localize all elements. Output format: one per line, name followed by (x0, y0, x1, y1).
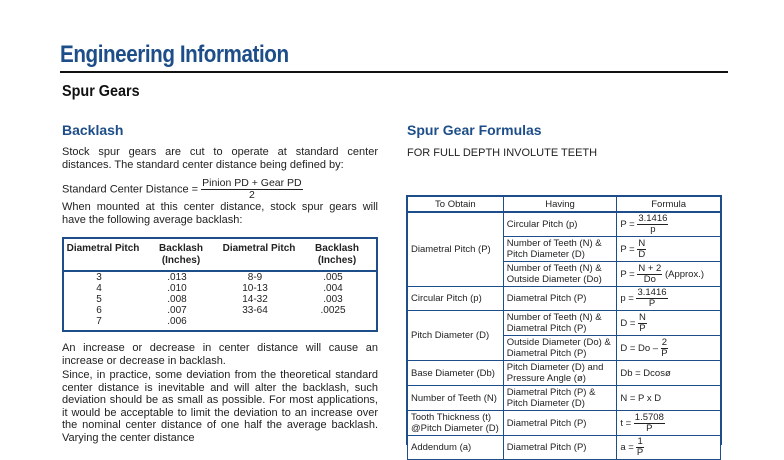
formula-denominator: P (636, 447, 644, 458)
formula-fraction (661, 338, 668, 359)
obtain-base-diameter: Base Diameter (Db) (408, 361, 504, 386)
formula-numerator: N + 2 (638, 262, 662, 274)
header-backlash-1: Backlash (Inches) (159, 243, 203, 266)
table-row (408, 361, 721, 386)
center-distance-formula (62, 178, 303, 201)
backlash-table (62, 237, 378, 332)
having-teeth-pitch-diameter: Number of Teeth (N) & Pitch Diameter (D) (503, 237, 617, 262)
backlash-para-3: Since, in practice, some deviation from the theoretical standard center distance is inevitable and will alter the backlash, such deviation should be as small as possible. For most applications, it would be acceptable to limit the deviation to an increase over the nominal center distance of one half the average backlash. Varying the center distance (62, 369, 378, 444)
obtain-tooth-thickness: Tooth Thickness (t) @Pitch Diameter (D) (408, 411, 504, 436)
formula-denominator: p (650, 224, 656, 235)
fraction-denominator: 2 (248, 189, 255, 201)
formula-label: Standard Center Distance = (62, 183, 199, 196)
formula-cell (617, 212, 721, 237)
formula-cell (617, 311, 721, 336)
formulas-subheading: FOR FULL DEPTH INVOLUTE TEETH (407, 147, 598, 159)
center-distance-fraction (201, 178, 303, 201)
formula-cell (617, 411, 721, 436)
formula-numerator: 3.1416 (638, 213, 668, 224)
formula-numerator: 1.5708 (634, 411, 664, 423)
formula-lhs: D = Do – (620, 342, 659, 354)
having-pitch-diameter-angle: Pitch Diameter (D) and Pressure Angle (ø) (503, 361, 617, 386)
header-formula: Formula (617, 197, 721, 213)
formula-cell (617, 237, 721, 262)
formula-denominator: P (648, 298, 656, 309)
formula-cell: N = P x D (617, 386, 721, 411)
formula-lhs: P = (620, 219, 635, 231)
formula-fraction (637, 264, 662, 285)
formula-approx-note: (Approx.) (664, 268, 705, 280)
formula-lhs: t = (620, 417, 632, 429)
header-to-obtain: To Obtain (408, 197, 504, 213)
formula-lhs: D = (620, 317, 636, 329)
formula-denominator: P (646, 422, 653, 434)
table-row (408, 212, 721, 237)
backlash-heading: Backlash (62, 122, 124, 138)
having-teeth-outside-diameter: Number of Teeth (N) & Outside Diameter (Do) (503, 262, 617, 287)
backlash-para-2: An increase or decrease in center distance will cause an increase or decrease in backlash. (62, 342, 378, 367)
formula-numerator: 2 (661, 336, 668, 348)
obtain-addendum: Addendum (a) (408, 436, 504, 460)
formula-denominator: P (661, 347, 668, 359)
formula-lhs: p = (620, 293, 634, 305)
column-pitch-values-1: 3 4 5 6 7 (96, 272, 102, 327)
having-diametral-pitch-3: Diametral Pitch (P) (503, 436, 617, 460)
formula-cell (617, 287, 721, 311)
formula-denominator: D (638, 248, 646, 260)
obtain-pitch-diameter: Pitch Diameter (D) (408, 311, 504, 361)
title-rule (60, 71, 728, 73)
section-title: Spur Gears (62, 83, 140, 100)
having-pitch-and-diameter: Diametral Pitch (P) & Pitch Diameter (D) (503, 386, 617, 411)
formula-denominator: P (639, 322, 646, 334)
column-backlash-values-2: .005 .004 .003 .0025 (320, 272, 346, 316)
formula-numerator: N (638, 237, 646, 249)
formula-numerator: 1 (637, 436, 643, 447)
having-teeth-diametral-pitch: Number of Teeth (N) & Diametral Pitch (P) (503, 311, 617, 336)
formula-lhs: a = (620, 442, 634, 454)
column-backlash-values-1: .013 .010 .008 .007 .006 (167, 272, 187, 327)
formula-table (407, 196, 721, 460)
formula-cell (617, 336, 721, 361)
formula-fraction (636, 437, 643, 458)
formula-denominator: Do (643, 273, 656, 285)
column-pitch-values-2: 8-9 10-13 14-32 33-64 (242, 272, 268, 316)
formula-fraction (637, 239, 646, 260)
formula-fraction (638, 313, 647, 334)
having-diametral-pitch: Diametral Pitch (P) (503, 287, 617, 311)
table-row (408, 311, 721, 336)
formula-cell (617, 262, 721, 287)
formula-cell (617, 436, 721, 460)
header-backlash-2: Backlash (Inches) (315, 243, 359, 266)
obtain-number-of-teeth: Number of Teeth (N) (408, 386, 504, 411)
having-outside-diameter-pitch: Outside Diameter (Do) & Diametral Pitch (P) (503, 336, 617, 361)
having-diametral-pitch-2: Diametral Pitch (P) (503, 411, 617, 436)
formula-numerator: N (639, 311, 646, 323)
header-diametral-pitch-1: Diametral Pitch (66, 243, 140, 254)
header-having: Having (503, 197, 617, 213)
table-row (408, 436, 721, 460)
obtain-diametral-pitch: Diametral Pitch (P) (408, 212, 504, 287)
table-row (408, 411, 721, 436)
table-row (408, 386, 721, 411)
formula-fraction (637, 214, 668, 235)
page-title: Engineering Information (60, 41, 289, 68)
formula-table-header (408, 197, 721, 213)
formulas-heading: Spur Gear Formulas (407, 122, 542, 138)
fraction-numerator: Pinion PD + Gear PD (202, 177, 302, 189)
obtain-circular-pitch: Circular Pitch (p) (408, 287, 504, 311)
having-circular-pitch: Circular Pitch (p) (503, 212, 617, 237)
formula-lhs: P = (620, 243, 635, 255)
formula-lhs: P = (620, 268, 635, 280)
formula-fraction (636, 288, 667, 309)
formula-numerator: 3.1416 (637, 287, 667, 298)
backlash-intro: Stock spur gears are cut to operate at standard center distances. The standard center distance being defined by: (62, 146, 378, 171)
backlash-after-text: When mounted at this center distance, stock spur gears will have the following average backlash: (62, 201, 378, 226)
formula-cell: Db = Dcosø (617, 361, 721, 386)
header-diametral-pitch-2: Diametral Pitch (222, 243, 296, 254)
backlash-table-header (64, 239, 376, 272)
table-row (408, 287, 721, 311)
formula-fraction (634, 413, 665, 434)
